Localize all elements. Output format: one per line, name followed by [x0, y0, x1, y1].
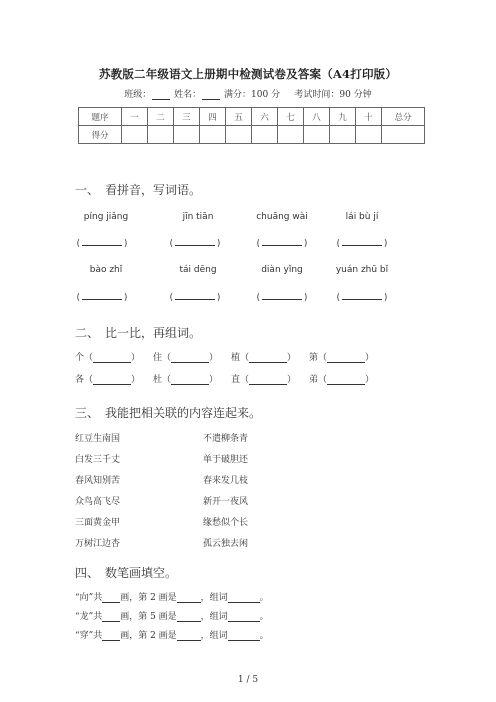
stroke-count-row: “向”共 画，第 2 画是 ，组词 。 — [75, 593, 269, 603]
score-cell[interactable] — [148, 126, 174, 144]
section-number: 三、 — [75, 406, 100, 420]
full-score: 满分：100 分 — [224, 90, 281, 100]
table-cell: 三 — [174, 108, 200, 126]
pinyin: lái bù jí — [345, 212, 379, 222]
answer-parens[interactable]: ( ) — [336, 293, 388, 303]
stroke-count-blank[interactable] — [102, 612, 120, 622]
stroke-count-row: “穿”共 画，第 2 画是 ，组词 。 — [75, 631, 269, 641]
poem-line-left[interactable]: 白发三千丈 — [75, 455, 121, 465]
score-cell[interactable] — [200, 126, 226, 144]
table-cell: 八 — [304, 108, 330, 126]
section-title: 比一比，再组词。 — [105, 326, 202, 340]
section2-heading — [75, 324, 201, 341]
table-cell: 题序 — [79, 108, 122, 126]
table-cell: 四 — [200, 108, 226, 126]
exam-info-line — [0, 87, 496, 100]
score-cell[interactable] — [252, 126, 278, 144]
score-cell[interactable] — [122, 126, 148, 144]
poem-line-left[interactable]: 众鸟高飞尽 — [75, 497, 121, 507]
stroke-name-blank[interactable] — [177, 593, 201, 603]
answer-parens[interactable]: ( ) — [169, 293, 221, 303]
stroke-count-row: “龙”共 画，第 5 画是 ，组词 。 — [75, 612, 269, 622]
pinyin: píng jiǎng — [83, 212, 129, 222]
table-cell: 一 — [122, 108, 148, 126]
section4-heading — [75, 564, 177, 581]
compare-item[interactable]: 第（ ） — [309, 353, 375, 363]
poem-line-right[interactable]: 单于破胆还 — [203, 455, 249, 465]
pinyin: jīn tiān — [182, 212, 214, 222]
table-cell: 十 — [356, 108, 382, 126]
score-cell[interactable] — [304, 126, 330, 144]
word-blank[interactable] — [228, 612, 260, 622]
poem-line-right[interactable]: 春来发几枝 — [203, 476, 249, 486]
section-title: 数笔画填空。 — [105, 566, 178, 580]
pinyin: tái dēng — [179, 265, 217, 275]
page-number: 1 / 5 — [237, 675, 259, 685]
table-cell: 二 — [148, 108, 174, 126]
section-number: 四、 — [75, 566, 100, 580]
section1-heading — [75, 181, 201, 198]
table-cell: 总分 — [382, 108, 425, 126]
table-cell: 七 — [278, 108, 304, 126]
pinyin: chuāng wài — [256, 212, 308, 222]
section-title: 我能把相关联的内容连起来。 — [105, 406, 262, 420]
stroke-name-blank[interactable] — [177, 631, 201, 641]
poem-line-right[interactable]: 缘愁似个长 — [203, 518, 249, 528]
score-cell[interactable] — [278, 126, 304, 144]
poem-line-right[interactable]: 孤云独去闲 — [203, 539, 249, 549]
table-cell: 六 — [252, 108, 278, 126]
section-number: 一、 — [75, 183, 100, 197]
stroke-name-blank[interactable] — [177, 612, 201, 622]
section-number: 二、 — [75, 326, 100, 340]
poem-line-left[interactable]: 红豆生南国 — [75, 434, 121, 444]
word-blank[interactable] — [228, 593, 260, 603]
compare-item[interactable]: 弟（ ） — [309, 375, 375, 385]
name-label: 姓名： — [174, 90, 202, 100]
pinyin: diàn yǐng — [261, 265, 303, 275]
pinyin: yuán zhū bǐ — [335, 265, 389, 275]
answer-parens[interactable]: ( ) — [336, 239, 388, 249]
section3-heading — [75, 404, 261, 421]
score-cell[interactable] — [356, 126, 382, 144]
score-cell[interactable] — [226, 126, 252, 144]
answer-parens[interactable]: ( ) — [169, 239, 221, 249]
poem-line-left[interactable]: 万树江边杏 — [75, 539, 121, 549]
stroke-count-blank[interactable] — [102, 631, 120, 641]
score-cell[interactable] — [330, 126, 356, 144]
table-cell: 五 — [226, 108, 252, 126]
answer-parens[interactable]: ( ) — [256, 293, 308, 303]
table-cell: 九 — [330, 108, 356, 126]
class-blank[interactable] — [152, 90, 170, 100]
score-cell[interactable] — [174, 126, 200, 144]
stroke-count-blank[interactable] — [102, 593, 120, 603]
answer-parens[interactable]: ( ) — [76, 293, 128, 303]
poem-line-left[interactable]: 三面黄金甲 — [75, 518, 121, 528]
page-title: 苏教版二年级语文上册期中检测试卷及答案（A4打印版） — [98, 67, 398, 81]
compare-item[interactable]: 直（ ） — [231, 375, 297, 385]
word-blank[interactable] — [228, 631, 260, 641]
compare-item[interactable]: 各（ ） — [75, 375, 141, 385]
exam-time: 考试时间：90 分钟 — [294, 90, 372, 100]
name-blank[interactable] — [202, 90, 220, 100]
poem-line-right[interactable]: 不遣柳条青 — [203, 434, 249, 444]
compare-item[interactable]: 植（ ） — [231, 353, 297, 363]
pinyin: bào zhǐ — [89, 265, 123, 275]
poem-line-left[interactable]: 春风知别苦 — [75, 476, 121, 486]
compare-item[interactable]: 杜（ ） — [153, 375, 219, 385]
class-label: 班级： — [124, 90, 152, 100]
score-table-header-row — [79, 108, 425, 126]
score-cell[interactable] — [382, 126, 425, 144]
score-table — [78, 107, 425, 144]
compare-item[interactable]: 住（ ） — [153, 353, 219, 363]
table-cell: 得分 — [79, 126, 122, 144]
compare-item[interactable]: 个（ ） — [75, 353, 141, 363]
poem-line-right[interactable]: 新开一夜风 — [203, 497, 249, 507]
answer-parens[interactable]: ( ) — [76, 239, 128, 249]
section-title: 看拼音，写词语。 — [105, 183, 202, 197]
score-table-score-row — [79, 126, 425, 144]
answer-parens[interactable]: ( ) — [256, 239, 308, 249]
